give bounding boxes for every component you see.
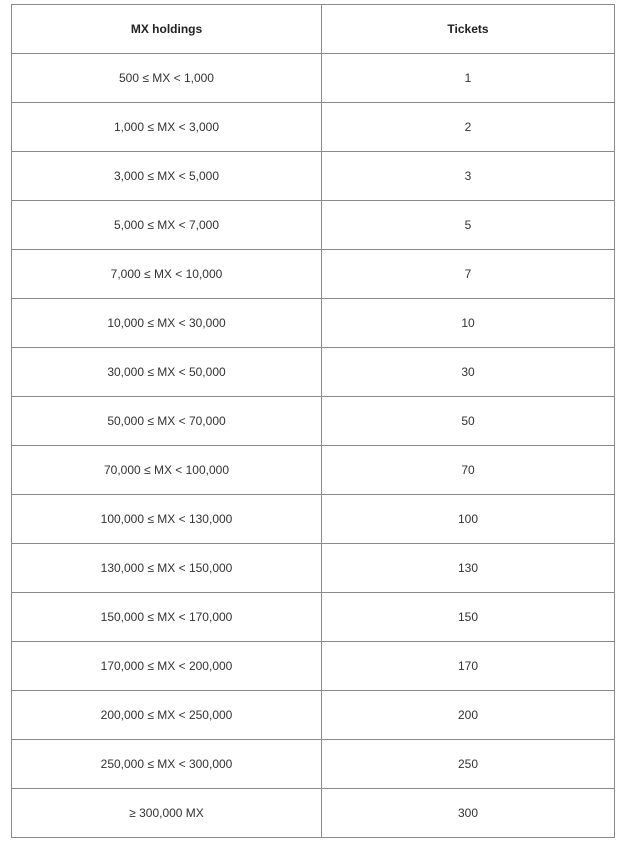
holdings-cell: 500 ≤ MX < 1,000 xyxy=(12,54,322,103)
table-row xyxy=(12,152,615,201)
tickets-cell: 3 xyxy=(322,152,615,201)
table-row xyxy=(12,642,615,691)
table-header xyxy=(12,5,615,54)
table-row xyxy=(12,789,615,838)
table-row xyxy=(12,250,615,299)
holdings-cell: 250,000 ≤ MX < 300,000 xyxy=(12,740,322,789)
holdings-cell: 30,000 ≤ MX < 50,000 xyxy=(12,348,322,397)
tickets-cell: 250 xyxy=(322,740,615,789)
table-row xyxy=(12,740,615,789)
tickets-cell: 300 xyxy=(322,789,615,838)
table-row xyxy=(12,348,615,397)
table-row xyxy=(12,103,615,152)
table-row xyxy=(12,593,615,642)
holdings-cell: 50,000 ≤ MX < 70,000 xyxy=(12,397,322,446)
tickets-cell: 130 xyxy=(322,544,615,593)
holdings-cell: ≥ 300,000 MX xyxy=(12,789,322,838)
header-mx-holdings: MX holdings xyxy=(12,5,322,54)
tickets-cell: 200 xyxy=(322,691,615,740)
tickets-table xyxy=(11,4,615,838)
table-row xyxy=(12,397,615,446)
tickets-cell: 5 xyxy=(322,201,615,250)
table-row xyxy=(12,446,615,495)
header-row xyxy=(12,5,615,54)
table-row xyxy=(12,299,615,348)
table-row xyxy=(12,495,615,544)
tickets-cell: 170 xyxy=(322,642,615,691)
tickets-cell: 50 xyxy=(322,397,615,446)
holdings-cell: 200,000 ≤ MX < 250,000 xyxy=(12,691,322,740)
holdings-cell: 150,000 ≤ MX < 170,000 xyxy=(12,593,322,642)
holdings-cell: 10,000 ≤ MX < 30,000 xyxy=(12,299,322,348)
holdings-cell: 3,000 ≤ MX < 5,000 xyxy=(12,152,322,201)
table-row xyxy=(12,201,615,250)
holdings-cell: 7,000 ≤ MX < 10,000 xyxy=(12,250,322,299)
tickets-cell: 7 xyxy=(322,250,615,299)
header-tickets: Tickets xyxy=(322,5,615,54)
holdings-cell: 70,000 ≤ MX < 100,000 xyxy=(12,446,322,495)
tickets-cell: 2 xyxy=(322,103,615,152)
holdings-cell: 1,000 ≤ MX < 3,000 xyxy=(12,103,322,152)
holdings-cell: 5,000 ≤ MX < 7,000 xyxy=(12,201,322,250)
table-row xyxy=(12,54,615,103)
tickets-cell: 100 xyxy=(322,495,615,544)
holdings-cell: 130,000 ≤ MX < 150,000 xyxy=(12,544,322,593)
holdings-cell: 100,000 ≤ MX < 130,000 xyxy=(12,495,322,544)
table-row xyxy=(12,691,615,740)
tickets-cell: 10 xyxy=(322,299,615,348)
tickets-cell: 70 xyxy=(322,446,615,495)
table-row xyxy=(12,544,615,593)
tickets-cell: 30 xyxy=(322,348,615,397)
holdings-cell: 170,000 ≤ MX < 200,000 xyxy=(12,642,322,691)
tickets-cell: 1 xyxy=(322,54,615,103)
table-body xyxy=(12,54,615,838)
tickets-cell: 150 xyxy=(322,593,615,642)
